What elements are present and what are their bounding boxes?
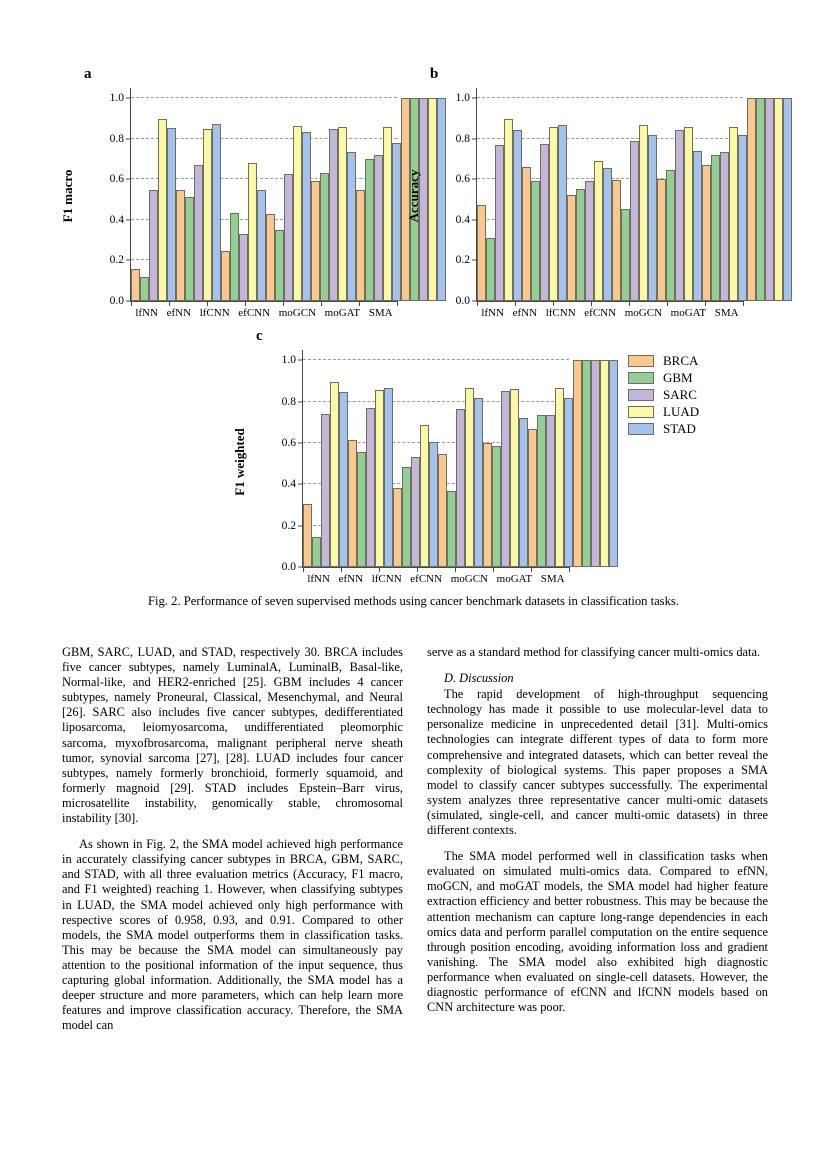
right-paragraph-2: The rapid development of high-throughput sequencing technology has made it possible to use molecular-level data to personalize medicine in unprecedented detail [31]. Multi-omics technologies can integrate different types of data to form more comprehensive and integrated datasets, which can better reveal the complexity of biological systems. This paper proposes a SMA model to classify cancer subtypes successfully. The experimental system analyzes three representative cancer multi-omic datasets (simulated, single-cell, and cancer multi-omic datasets) in three different contexts.	[427, 687, 768, 838]
x-tick-label-efCNN: efCNN	[238, 307, 271, 319]
y-tick-label: 1.0	[455, 92, 470, 105]
panel-c-f1-weighted	[232, 328, 576, 585]
bar-group-lfCNN	[221, 88, 266, 301]
y-tick-label: 0.2	[109, 254, 124, 267]
x-tick-label-efCNN: efCNN	[410, 573, 443, 585]
x-tick-mark	[667, 301, 668, 306]
bar-STAD-moGCN	[693, 151, 702, 301]
y-tick-label: 0.2	[455, 254, 470, 267]
bar-LUAD-moGCN	[510, 389, 519, 567]
bar-group-efNN	[522, 88, 567, 301]
bar-BRCA-efCNN	[266, 214, 275, 301]
x-tick-label-lfNN: lfNN	[307, 573, 330, 585]
x-tick-label-lfCNN: lfCNN	[199, 307, 230, 319]
bar-LUAD-SMA	[600, 360, 609, 567]
bar-group-moGAT	[702, 88, 747, 301]
bar-GBM-efNN	[531, 181, 540, 301]
bar-STAD-efNN	[384, 388, 393, 567]
y-tick-label: 0.6	[281, 437, 296, 450]
bar-group-moGAT	[356, 88, 401, 301]
panel-b-letter: b	[430, 66, 439, 82]
right-paragraph-3: The SMA model performed well in classification tasks when evaluated on simulated multi-omics data. Compared to efNN, moGCN, and moGAT models, the SMA model had higher feature extraction efficiency and better robustness. This may be because the attention mechanism can capture long-range dependencies in each omics data and perform parallel computation on the entire sequence through position encoding, avoiding information loss and gradient vanishing. The SMA model also exhibited high diagnostic performance when evaluated on single-cell datasets. However, the diagnostic performance of efCNN and lfCNN models based on CNN architecture was poor.	[427, 849, 768, 1015]
x-tick-mark	[417, 567, 418, 572]
bar-GBM-efCNN	[447, 491, 456, 567]
bar-LUAD-efCNN	[465, 388, 474, 567]
x-tick-label-moGAT: moGAT	[670, 307, 707, 319]
bar-group-moGCN	[483, 350, 528, 567]
legend-item-SARC	[628, 386, 699, 403]
y-tick-label: 0.6	[109, 173, 124, 186]
bar-STAD-moGCN	[347, 152, 356, 301]
bar-SARC-moGAT	[720, 152, 729, 301]
x-tick-label-moGCN: moGCN	[278, 307, 317, 319]
bar-BRCA-moGCN	[483, 443, 492, 567]
bar-BRCA-efCNN	[612, 180, 621, 301]
legend-item-LUAD	[628, 403, 699, 420]
bar-LUAD-efNN	[375, 390, 384, 567]
legend-label-STAD: STAD	[663, 420, 696, 436]
bar-GBM-lfNN	[312, 537, 321, 567]
bar-group-SMA	[747, 88, 792, 301]
bar-GBM-efNN	[185, 197, 194, 301]
x-tick-mark	[283, 301, 284, 306]
bar-GBM-moGAT	[711, 155, 720, 301]
panel-c-y-axis-title: F1 weighted	[232, 428, 247, 496]
y-tick-label: 1.0	[109, 92, 124, 105]
panel-a-f1-macro	[60, 66, 404, 319]
legend-swatch-LUAD	[628, 406, 654, 418]
x-tick-label-moGAT: moGAT	[496, 573, 533, 585]
bar-BRCA-moGAT	[702, 165, 711, 301]
x-tick-label-moGAT: moGAT	[324, 307, 361, 319]
bar-group-moGCN	[657, 88, 702, 301]
bar-BRCA-lfNN	[131, 269, 140, 301]
bar-BRCA-efNN	[348, 440, 357, 567]
bar-LUAD-efNN	[549, 127, 558, 301]
bar-SARC-lfNN	[321, 414, 330, 567]
legend-item-BRCA	[628, 352, 699, 369]
bar-STAD-lfCNN	[603, 168, 612, 301]
bar-STAD-moGAT	[564, 398, 573, 567]
bar-LUAD-lfNN	[504, 119, 513, 301]
x-tick-mark	[553, 301, 554, 306]
y-tick-label: 0.0	[109, 295, 124, 307]
left-paragraph-1: GBM, SARC, LUAD, and STAD, respectively 30. BRCA includes five cancer subtypes, namely LuminalA, LuminalB, Basal-like, Normal-like, and HER2-enriched [25]. GBM includes 4 cancer subtypes, namely Proneural, Classical, Mesenchymal, and Neural [26]. SARC also includes five cancer subtypes, dedifferentiated liposarcoma, leiomyosarcoma, undifferentiated pleomorphic sarcoma, myxofbrosarcoma, malignant peripheral nerve sheath tumor, synovial sarcoma [27], [28]. LUAD includes four cancer subtypes, namely formerly bronchioid, formerly squamoid, and formerly magnoid [29]. STAD includes Epstein–Barr virus, microsatellite instability, genomically stable, chromosomal instability [30].	[62, 645, 403, 826]
x-tick-mark	[397, 301, 398, 306]
x-tick-mark	[493, 567, 494, 572]
panel-c-x-tick-labels	[303, 567, 569, 585]
legend-swatch-SARC	[628, 389, 654, 401]
bar-STAD-lfCNN	[429, 442, 438, 567]
y-tick-label: 0.0	[455, 295, 470, 307]
bar-group-lfNN	[477, 88, 522, 301]
x-tick-label-SMA: SMA	[368, 307, 393, 319]
bar-group-lfCNN	[567, 88, 612, 301]
y-tick-label: 0.8	[109, 132, 124, 145]
bar-GBM-moGCN	[320, 173, 329, 301]
section-heading-discussion: D. Discussion	[444, 671, 514, 686]
bar-groups	[131, 88, 397, 301]
legend-item-GBM	[628, 369, 699, 386]
legend-label-BRCA: BRCA	[663, 352, 699, 368]
bar-SARC-lfNN	[495, 145, 504, 301]
x-tick-mark	[629, 301, 630, 306]
bar-STAD-efCNN	[302, 132, 311, 301]
panel-b-y-axis-title: Accuracy	[406, 169, 421, 223]
panel-b-x-tick-labels	[477, 301, 743, 319]
bar-LUAD-efNN	[203, 129, 212, 301]
bar-SARC-SMA	[591, 360, 600, 567]
right-column	[427, 645, 768, 1033]
bar-STAD-lfNN	[513, 130, 522, 301]
bar-GBM-SMA	[756, 98, 765, 301]
bar-BRCA-moGAT	[528, 429, 537, 567]
bar-LUAD-SMA	[774, 98, 783, 301]
x-tick-mark	[515, 301, 516, 306]
legend-swatch-GBM	[628, 372, 654, 384]
x-tick-mark	[359, 301, 360, 306]
x-tick-mark	[743, 301, 744, 306]
bar-STAD-lfNN	[167, 128, 176, 301]
bar-BRCA-lfNN	[477, 205, 486, 301]
legend-swatch-BRCA	[628, 355, 654, 367]
bar-STAD-moGCN	[519, 418, 528, 567]
bar-SARC-lfCNN	[585, 181, 594, 301]
bar-GBM-lfNN	[486, 238, 495, 301]
bar-LUAD-moGAT	[555, 388, 564, 567]
bar-SARC-efCNN	[284, 174, 293, 301]
bar-SARC-lfCNN	[239, 234, 248, 301]
x-tick-label-lfNN: lfNN	[481, 307, 504, 319]
y-tick-label: 0.4	[281, 478, 296, 491]
bar-GBM-lfNN	[140, 277, 149, 301]
legend-label-SARC: SARC	[663, 386, 697, 402]
bar-BRCA-moGAT	[356, 190, 365, 301]
bar-SARC-efCNN	[456, 409, 465, 567]
bar-LUAD-moGAT	[729, 127, 738, 301]
bar-group-efCNN	[438, 350, 483, 567]
bar-STAD-efCNN	[648, 135, 657, 301]
legend-label-GBM: GBM	[663, 369, 693, 385]
bar-LUAD-moGCN	[338, 127, 347, 301]
bar-SARC-moGCN	[329, 129, 338, 301]
x-tick-mark	[477, 301, 478, 306]
bar-LUAD-lfCNN	[248, 163, 257, 301]
bar-BRCA-efNN	[176, 190, 185, 301]
y-tick-label: 0.4	[455, 213, 470, 226]
y-tick-label: 0.4	[109, 213, 124, 226]
bar-BRCA-moGCN	[311, 181, 320, 301]
bar-STAD-efCNN	[474, 398, 483, 567]
x-tick-mark	[379, 567, 380, 572]
bar-group-efCNN	[612, 88, 657, 301]
x-tick-mark	[169, 301, 170, 306]
bar-LUAD-moGAT	[383, 127, 392, 301]
bar-LUAD-lfNN	[158, 119, 167, 301]
x-tick-mark	[245, 301, 246, 306]
x-tick-mark	[591, 301, 592, 306]
bar-SARC-moGAT	[374, 155, 383, 301]
bar-group-moGCN	[311, 88, 356, 301]
bar-GBM-moGCN	[666, 170, 675, 301]
bar-BRCA-lfCNN	[567, 195, 576, 302]
legend-swatch-STAD	[628, 423, 654, 435]
bar-GBM-lfCNN	[402, 467, 411, 567]
x-tick-label-moGCN: moGCN	[450, 573, 489, 585]
x-tick-label-lfCNN: lfCNN	[545, 307, 576, 319]
bar-SARC-moGAT	[546, 415, 555, 567]
bar-SARC-efNN	[540, 144, 549, 301]
bar-BRCA-lfCNN	[393, 488, 402, 567]
x-tick-label-efNN: efNN	[512, 307, 538, 319]
bar-SARC-efCNN	[630, 141, 639, 301]
x-tick-mark	[569, 567, 570, 572]
x-tick-label-SMA: SMA	[714, 307, 739, 319]
x-tick-mark	[303, 567, 304, 572]
legend-label-LUAD: LUAD	[663, 403, 700, 419]
panel-c-letter: c	[256, 328, 263, 344]
bar-BRCA-moGCN	[657, 179, 666, 301]
bar-BRCA-SMA	[747, 98, 756, 301]
right-paragraph-1: serve as a standard method for classifying cancer multi-omics data.	[427, 645, 761, 659]
bar-LUAD-efCNN	[639, 125, 648, 301]
y-tick-label: 0.6	[455, 173, 470, 186]
x-tick-mark	[705, 301, 706, 306]
bar-GBM-moGCN	[492, 446, 501, 567]
bar-LUAD-lfCNN	[594, 161, 603, 301]
y-tick-label: 0.8	[455, 132, 470, 145]
y-tick-label: 1.0	[281, 354, 296, 367]
bar-SARC-lfCNN	[411, 457, 420, 567]
bar-group-efNN	[348, 350, 393, 567]
bar-LUAD-moGCN	[684, 127, 693, 301]
panel-a-plot-area	[109, 88, 397, 319]
x-tick-mark	[455, 567, 456, 572]
bar-GBM-moGAT	[365, 159, 374, 301]
legend-item-STAD	[628, 420, 699, 437]
x-tick-label-lfNN: lfNN	[135, 307, 158, 319]
x-tick-mark	[531, 567, 532, 572]
bar-LUAD-lfNN	[330, 382, 339, 567]
figure-legend	[628, 352, 699, 437]
bar-STAD-lfNN	[339, 392, 348, 567]
bar-group-moGAT	[528, 350, 573, 567]
bar-BRCA-efCNN	[438, 454, 447, 567]
x-tick-mark	[341, 567, 342, 572]
body-text	[62, 645, 768, 1033]
bar-group-efCNN	[266, 88, 311, 301]
bar-STAD-efNN	[558, 125, 567, 301]
bar-group-lfNN	[303, 350, 348, 567]
bar-BRCA-lfNN	[303, 504, 312, 567]
x-tick-mark	[131, 301, 132, 306]
bar-STAD-moGAT	[392, 143, 401, 301]
bar-SARC-efNN	[194, 165, 203, 301]
y-tick-label: 0.8	[281, 395, 296, 408]
bar-GBM-lfCNN	[230, 213, 239, 301]
bar-GBM-efCNN	[621, 209, 630, 301]
bar-GBM-efNN	[357, 452, 366, 567]
x-tick-mark	[207, 301, 208, 306]
panel-b-accuracy	[406, 66, 750, 319]
panel-b-plot-area	[455, 88, 743, 319]
bar-SARC-efNN	[366, 408, 375, 567]
figure-2	[0, 62, 827, 622]
bar-BRCA-lfCNN	[221, 251, 230, 301]
bar-STAD-SMA	[783, 98, 792, 301]
y-tick-label: 0.2	[281, 519, 296, 532]
x-tick-mark	[321, 301, 322, 306]
left-paragraph-2: As shown in Fig. 2, the SMA model achieved high performance in accurately classifying cancer subtypes in BRCA, GBM, SARC, and STAD, with all three evaluation metrics (Accuracy, F1 macro, and F1 weighted) reaching 1. However, when classifying subtypes in LUAD, the SMA model achieved only high performance with respective scores of 0.958, 0.93, and 0.91. Compared to other models, the SMA model outperforms them in classification tasks. This may be because the SMA model can simultaneously pay attention to the positional information of the input sequence, thus capturing global information. Additionally, the SMA model has a deeper structure and more parameters, which can help learn more features and improve classification accuracy. Therefore, the SMA model can	[62, 837, 403, 1033]
bar-GBM-efCNN	[275, 230, 284, 301]
bar-SARC-moGCN	[675, 130, 684, 301]
x-tick-label-efNN: efNN	[338, 573, 364, 585]
bar-BRCA-efNN	[522, 167, 531, 301]
bar-GBM-lfCNN	[576, 189, 585, 301]
bar-LUAD-lfCNN	[420, 425, 429, 567]
bar-SARC-SMA	[765, 98, 774, 301]
bar-group-lfCNN	[393, 350, 438, 567]
bar-groups	[303, 350, 569, 567]
figure-caption: Fig. 2. Performance of seven supervised methods using cancer benchmark datasets in classification tasks.	[148, 594, 679, 608]
x-tick-label-efCNN: efCNN	[584, 307, 617, 319]
bar-BRCA-SMA	[573, 360, 582, 567]
panel-a-y-axis-title: F1 macro	[60, 169, 75, 223]
bar-STAD-lfCNN	[257, 190, 266, 301]
bar-group-SMA	[573, 350, 618, 567]
bar-STAD-SMA	[609, 360, 618, 567]
panel-a-x-tick-labels	[131, 301, 397, 319]
bar-group-lfNN	[131, 88, 176, 301]
x-tick-label-SMA: SMA	[540, 573, 565, 585]
bar-STAD-efNN	[212, 124, 221, 302]
bar-SARC-lfNN	[149, 190, 158, 301]
bar-GBM-SMA	[582, 360, 591, 567]
panel-a-letter: a	[84, 66, 92, 82]
bar-group-efNN	[176, 88, 221, 301]
bar-SARC-moGCN	[501, 391, 510, 567]
bar-STAD-moGAT	[738, 135, 747, 301]
y-tick-label: 0.0	[281, 561, 296, 573]
left-column	[62, 645, 403, 1033]
x-tick-label-moGCN: moGCN	[624, 307, 663, 319]
x-tick-label-efNN: efNN	[166, 307, 192, 319]
panel-c-plot-area	[281, 350, 569, 585]
bar-GBM-moGAT	[537, 415, 546, 567]
bar-groups	[477, 88, 743, 301]
x-tick-label-lfCNN: lfCNN	[371, 573, 402, 585]
bar-LUAD-efCNN	[293, 126, 302, 301]
